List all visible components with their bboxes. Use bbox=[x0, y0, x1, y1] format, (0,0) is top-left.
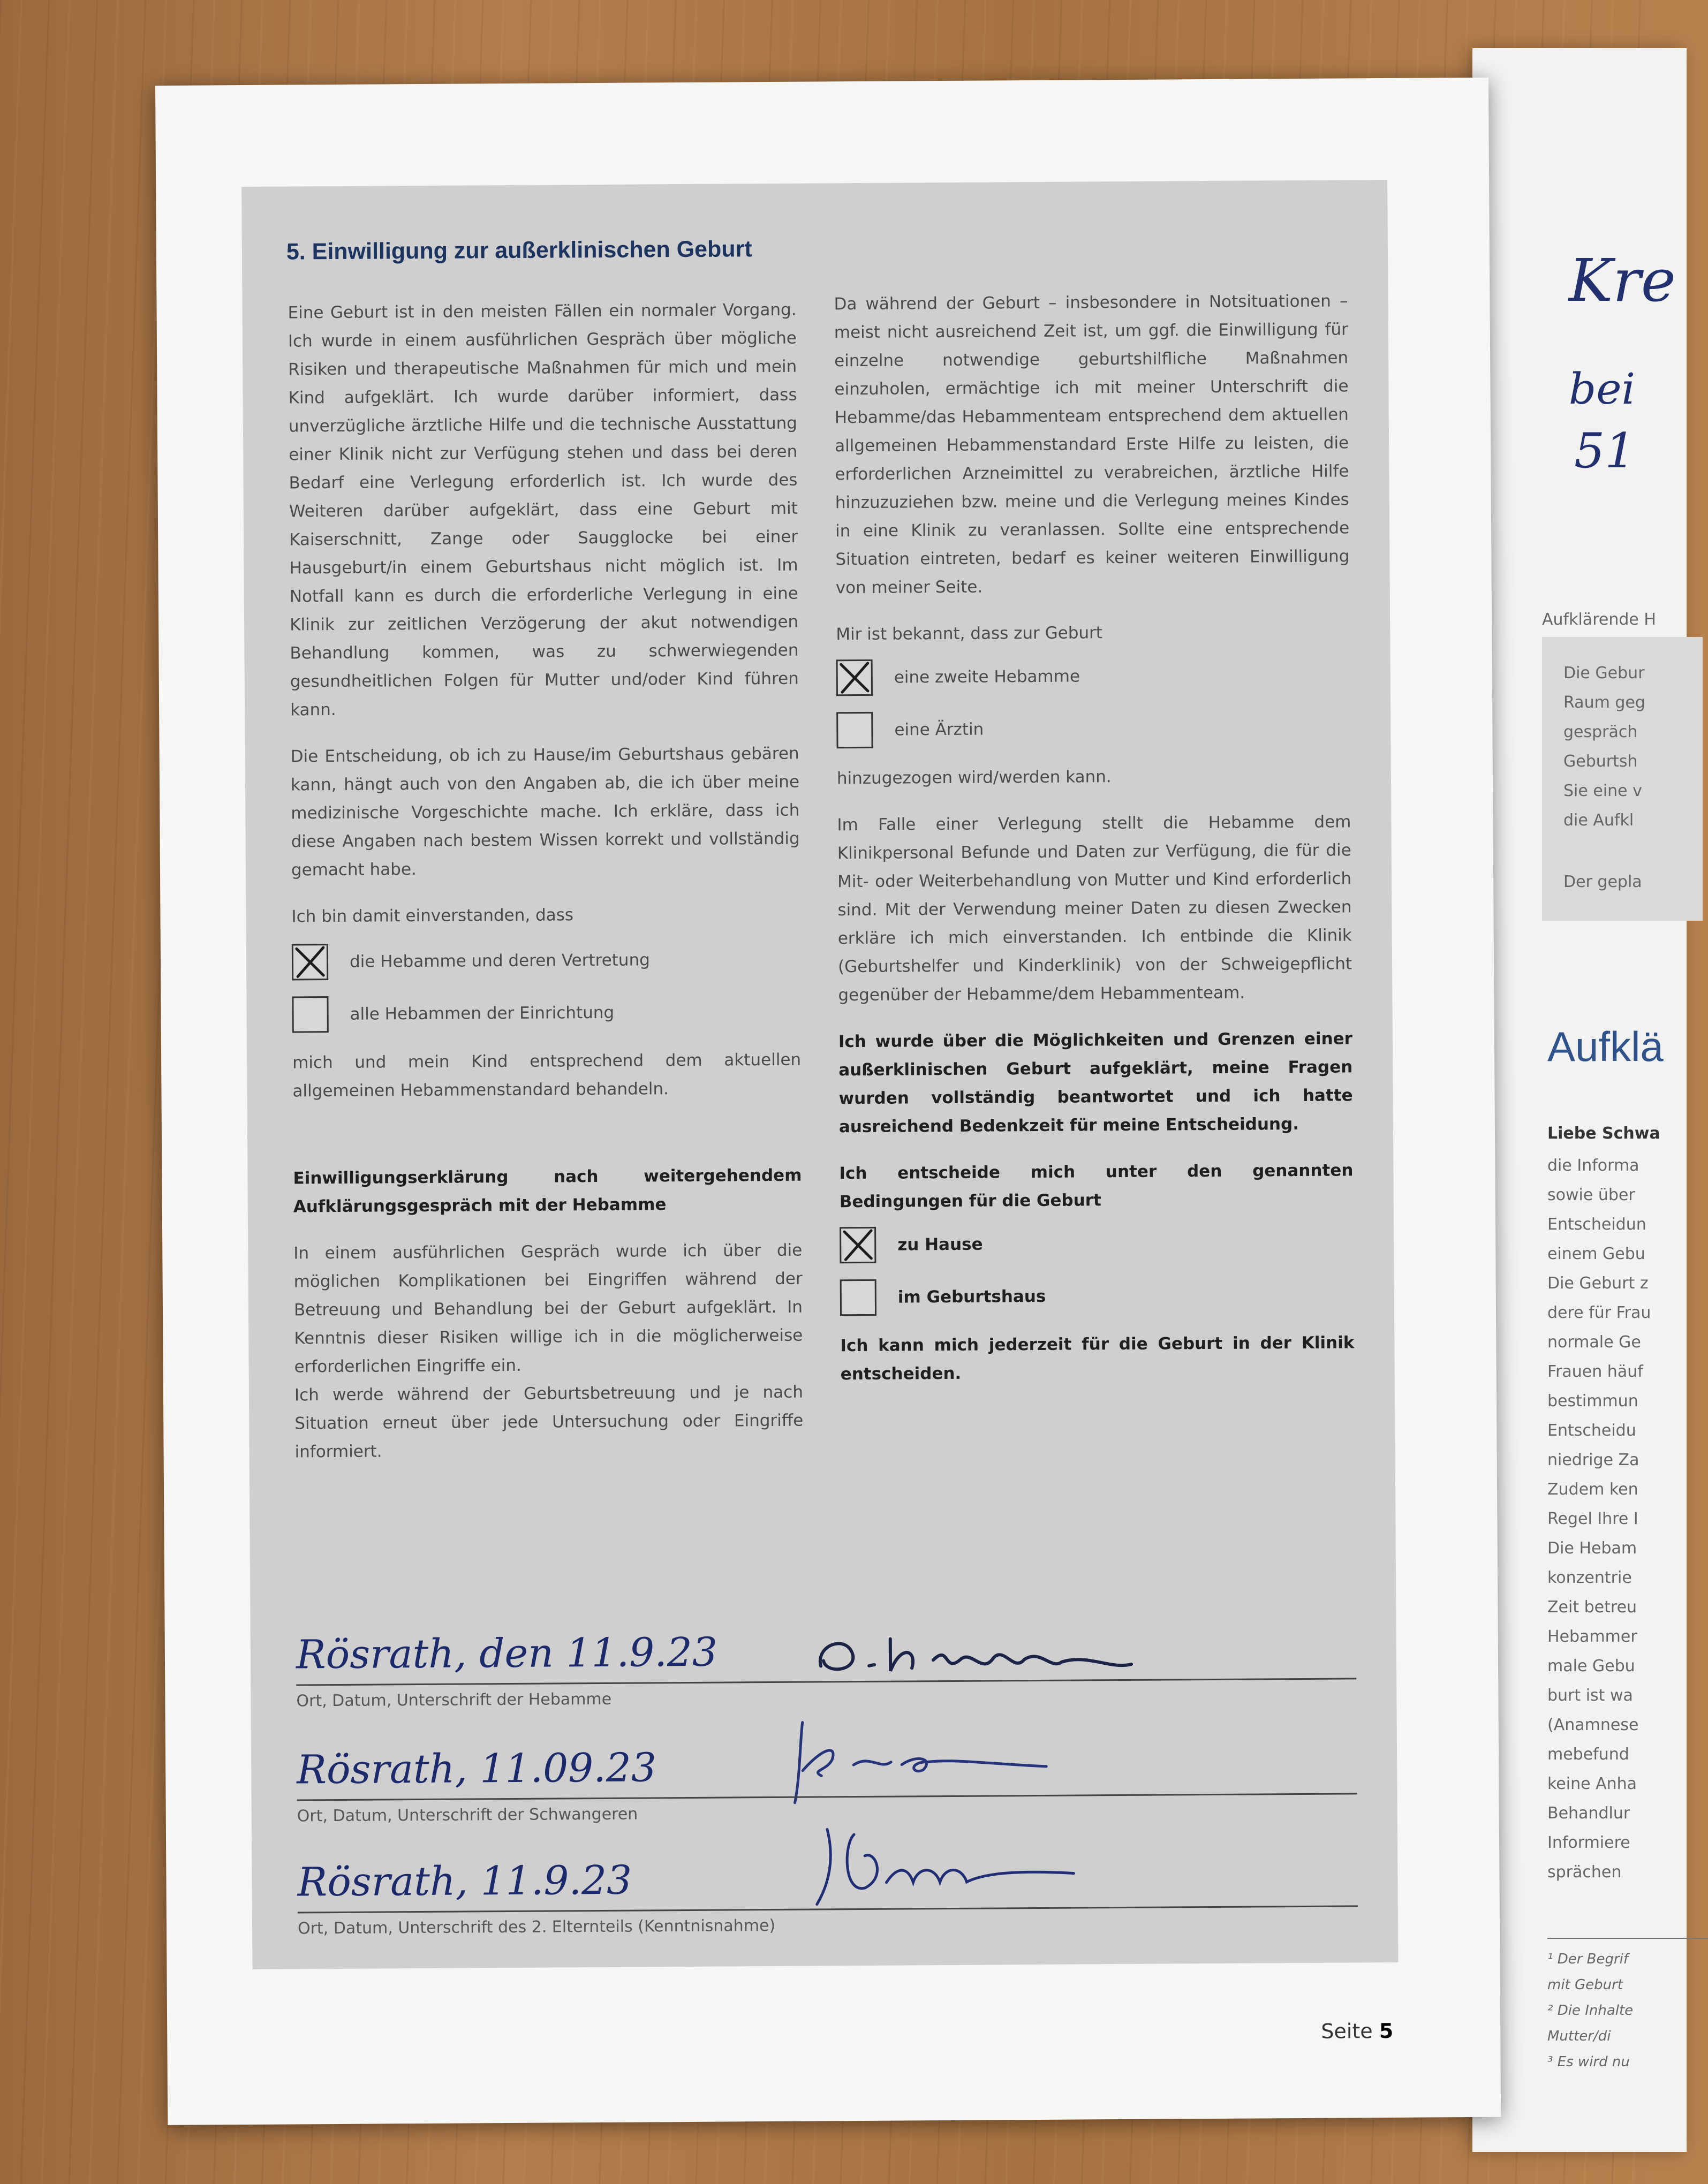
signature-field-hebamme[interactable] bbox=[296, 1625, 1357, 1712]
page2-body-line: keine Anha bbox=[1547, 1774, 1637, 1793]
section-title: 5. Einwilligung zur außerklinischen Geburt bbox=[286, 236, 752, 265]
signature-label: Ort, Datum, Unterschrift der Hebamme bbox=[296, 1689, 612, 1711]
page2-footnote: ² Die Inhalte bbox=[1547, 2003, 1634, 2019]
checkbox-label: zu Hause bbox=[897, 1234, 983, 1255]
page2-body-line: Entscheidun bbox=[1547, 1215, 1646, 1234]
page2-box-line: Der gepla bbox=[1563, 873, 1642, 891]
checkbox-zweite-hebamme[interactable] bbox=[836, 656, 1350, 696]
page2-body-line: (Anamnese bbox=[1547, 1716, 1639, 1734]
consent-outro: mich und mein Kind entsprechend dem aktuellen allgemeinen Hebammenstandard behandeln. bbox=[292, 1050, 802, 1101]
page2-body-line: bestimmun bbox=[1547, 1392, 1638, 1410]
handwriting-scribble: 51 bbox=[1574, 423, 1636, 479]
checkbox-label: alle Hebammen der Einrichtung bbox=[350, 1003, 615, 1024]
page2-body-line: mebefund bbox=[1547, 1745, 1629, 1764]
checkbox-label: im Geburtshaus bbox=[897, 1286, 1046, 1307]
handwritten-signature bbox=[806, 1817, 1085, 1915]
signature-label: Ort, Datum, Unterschrift der Schwangeren bbox=[297, 1804, 638, 1826]
signature-field-elternteil[interactable] bbox=[297, 1853, 1358, 1939]
page2-footnote-rule bbox=[1547, 1938, 1708, 1939]
paragraph: In einem ausführlichen Gespräch wurde ich über die möglichen Komplikationen bei Eingriffen während der Betreuung und Behandlung bei der Geburt aufgeklärt. In Kenntnis dieser Risiken willige ich in die möglicherweise erforderlichen Eingriffe ein. bbox=[293, 1240, 803, 1377]
page2-footnote: Mutter/di bbox=[1547, 2028, 1611, 2044]
checkbox-label: die Hebamme und deren Vertretung bbox=[349, 950, 650, 972]
checkbox-aerztin[interactable] bbox=[836, 709, 1350, 748]
page2-body-line: sowie über bbox=[1547, 1186, 1635, 1204]
handwriting-scribble: bei bbox=[1569, 364, 1636, 414]
form-panel bbox=[241, 180, 1398, 1969]
page2-body-line: einem Gebu bbox=[1547, 1245, 1645, 1263]
page2-body-line: Regel Ihre I bbox=[1547, 1510, 1638, 1528]
checkbox-geburtshaus[interactable] bbox=[840, 1276, 1354, 1316]
known-intro: Mir ist bekannt, dass zur Geburt bbox=[836, 623, 1103, 644]
cross-mark-icon bbox=[841, 1228, 874, 1262]
adjacent-page bbox=[1472, 48, 1687, 2152]
checkbox-zu-hause[interactable] bbox=[840, 1224, 1354, 1263]
page-label: Seite bbox=[1321, 2019, 1373, 2043]
paragraph: Eine Geburt ist in den meisten Fällen ein normaler Vorgang. Ich wurde in einem ausführlichen Gespräch über mögliche Risiken und therapeutische Maßnahmen für mich und mein Kind aufgeklärt. Ich wurde darüber informiert, dass unverzügliche ärztliche Hilfe und die technische Ausstattung einer Klinik nicht zur Verfügung stehen und dass bei deren Bedarf eine Verlegung erforderlich ist. Ich wurde des Weiteren darüber aufgeklärt, dass eine Geburt mit Kaiserschnitt, Zange oder Saugglocke bei einer Hausgeburt/in einem Geburtshaus nicht möglich ist. Im Notfall kann es durch die erforderliche Verlegung in eine Klinik zur zeitlichen Verzögerung der akut notwendigen Behandlung kommen, was zu schwerwiegenden gesundheitlichen Folgen für Mutter und/oder Kind führen kann. bbox=[288, 300, 799, 720]
page2-footnote: ³ Es wird nu bbox=[1547, 2054, 1630, 2070]
consent-intro: Ich bin damit einverstanden, dass bbox=[291, 905, 574, 927]
checkbox-label: eine Ärztin bbox=[894, 719, 984, 740]
page2-box-line: Raum geg bbox=[1563, 693, 1645, 712]
page2-box-line: Geburtsh bbox=[1563, 752, 1638, 771]
page-number bbox=[1321, 2019, 1393, 2043]
page2-label: Aufklärende H bbox=[1542, 610, 1656, 629]
page2-box bbox=[1542, 637, 1703, 921]
page2-body-line: Zeit betreu bbox=[1547, 1598, 1637, 1617]
paragraph: Ich werde während der Geburtsbetreuung und je nach Situation erneut über jede Untersuchung oder Eingriffe informiert. bbox=[294, 1382, 804, 1462]
handwriting-scribble: Kre bbox=[1569, 246, 1676, 315]
bold-statement: Ich entscheide mich unter den genannten Bedingungen für die Geburt bbox=[839, 1161, 1354, 1212]
left-column bbox=[288, 296, 804, 1485]
signature-field-schwangere[interactable] bbox=[297, 1740, 1357, 1827]
handwritten-place-date: Rösrath, den 11.9.23 bbox=[296, 1629, 718, 1678]
subheading: Einwilligungserklärung nach weitergehendem Aufklärungsgespräch mit der Hebamme bbox=[293, 1165, 802, 1217]
page2-body-line: niedrige Za bbox=[1547, 1451, 1639, 1469]
handwritten-signature bbox=[779, 1710, 1057, 1808]
page2-body-line: normale Ge bbox=[1547, 1333, 1641, 1352]
checkbox-alle-hebammen[interactable] bbox=[292, 994, 800, 1033]
page2-footnote: mit Geburt bbox=[1547, 1977, 1623, 1993]
page2-body-line: Behandlur bbox=[1547, 1804, 1630, 1823]
cross-mark-icon bbox=[293, 945, 327, 979]
cross-mark-icon bbox=[838, 661, 871, 694]
handwritten-place-date: Rösrath, 11.9.23 bbox=[297, 1857, 632, 1906]
paragraph: Im Falle einer Verlegung stellt die Hebamme dem Klinikpersonal Befunde und Daten zur Verfügung, die für die Mit- oder Weiterbehandlung von Mutter und Kind erforderlich sind. Mit der Verwendung meiner Daten zu diesen Zwecken erkläre ich mich einverstanden. Ich entbinde die Klinik (Geburtshelfer und Kinderklinik) von der Schweigepflicht gegenüber der Hebamme/dem Hebammenteam. bbox=[837, 812, 1352, 1005]
page2-body-line: dere für Frau bbox=[1547, 1303, 1651, 1322]
page2-subheading: Liebe Schwa bbox=[1547, 1124, 1660, 1143]
page2-body-line: Zudem ken bbox=[1547, 1480, 1638, 1499]
checkbox-box[interactable] bbox=[840, 1227, 876, 1263]
page2-body-line: male Gebu bbox=[1547, 1657, 1635, 1675]
handwritten-place-date: Rösrath, 11.09.23 bbox=[296, 1745, 657, 1793]
checkbox-hebamme-vertretung[interactable] bbox=[292, 941, 800, 981]
page2-body-line: sprächen bbox=[1547, 1863, 1622, 1882]
checkbox-box[interactable] bbox=[292, 996, 328, 1033]
page2-footnote: ¹ Der Begrif bbox=[1547, 1951, 1629, 1967]
checkbox-label: eine zweite Hebamme bbox=[894, 666, 1080, 687]
checkbox-box[interactable] bbox=[840, 1279, 876, 1316]
page2-body-line: die Informa bbox=[1547, 1156, 1639, 1175]
page2-box-line: gespräch bbox=[1563, 723, 1638, 741]
page2-body-line: Entscheidu bbox=[1547, 1421, 1636, 1440]
page2-body-line: Informiere bbox=[1547, 1833, 1630, 1852]
page2-body-line: Die Hebam bbox=[1547, 1539, 1637, 1558]
page2-body-line: konzentrie bbox=[1547, 1568, 1632, 1587]
page2-box-line: die Aufkl bbox=[1563, 811, 1634, 830]
checkbox-box[interactable] bbox=[292, 944, 328, 980]
page2-box-line: Sie eine v bbox=[1563, 782, 1642, 800]
page2-body-line: burt ist wa bbox=[1547, 1686, 1633, 1705]
document-page bbox=[155, 78, 1501, 2125]
bold-statement: Ich kann mich jederzeit für die Geburt in der Klinik entscheiden. bbox=[840, 1333, 1355, 1384]
page2-box-line: Die Gebur bbox=[1563, 664, 1645, 682]
page2-body-line: Frauen häuf bbox=[1547, 1362, 1643, 1381]
page2-body-line: Hebammer bbox=[1547, 1627, 1637, 1646]
checkbox-box[interactable] bbox=[836, 712, 873, 748]
signature-label: Ort, Datum, Unterschrift des 2. Elternteils (Kenntnisnahme) bbox=[297, 1916, 776, 1938]
handwritten-signature bbox=[810, 1621, 1143, 1688]
page2-body-line: Die Geburt z bbox=[1547, 1274, 1649, 1293]
page-number-value: 5 bbox=[1379, 2019, 1394, 2043]
page2-heading: Aufklä bbox=[1547, 1023, 1664, 1070]
right-column bbox=[834, 287, 1355, 1407]
checkbox-box[interactable] bbox=[836, 659, 873, 696]
bold-statement: Ich wurde über die Möglichkeiten und Grenzen einer außerklinischen Geburt aufgeklärt, meine Fragen wurden vollständig beantwortet und ich hatte ausreichend Bedenkzeit für meine Entscheidung. bbox=[838, 1029, 1353, 1137]
known-outro: hinzugezogen wird/werden kann. bbox=[836, 767, 1112, 788]
paragraph: Da während der Geburt – insbesondere in Notsituationen – meist nicht ausreichend Zeit ist, um ggf. die Einwilligung für einzelne notwendige geburtshilfliche Maßnahmen einzuholen, ermächtige ich mit meiner Unterschrift die Hebamme/das Hebammenteam entsprechend dem aktuellen allgemeinen Hebammenstandard Erste Hilfe zu leisten, die erforderlichen Arzneimittel zu verabreichen, ärztliche Hilfe hinzuzuziehen bzw. meine und die Verlegung meines Kindes in eine Klinik zu veranlassen. Sollte eine entsprechende Situation eintreten, bedarf es keiner weiteren Einwilligung von meiner Seite. bbox=[834, 291, 1350, 598]
paragraph: Die Entscheidung, ob ich zu Hause/im Geburtshaus gebären kann, hängt auch von den Angaben ab, die ich über meine medizinische Vorgeschichte mache. Ich erkläre, dass ich diese Angaben nach bestem Wissen korrekt und vollständig gemacht habe. bbox=[290, 744, 800, 880]
